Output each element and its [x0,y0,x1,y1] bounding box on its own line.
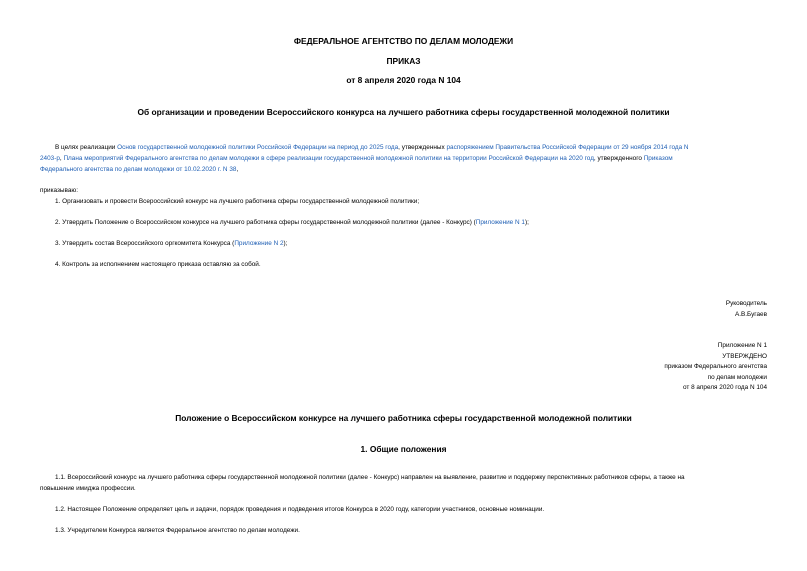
order-item-2 [55,218,529,229]
order-item-1: 1. Организовать и провести Всероссийский конкурс на лучшего работника сферы государственной молодежной политики; [55,198,420,205]
appendix-date: от 8 апреля 2020 года N 104 [682,384,767,391]
regulation-title: Положение о Всероссийском конкурсе на лучшего работника сферы государственной молодежной политики [175,413,632,423]
link-youth-policy-basics[interactable]: Основ государственной молодежной политики Российской Федерации на период до 2025 года [117,144,399,151]
link-government-decree[interactable]: распоряжением Правительства Российской Федерации от 29 ноября 2014 года N [446,144,689,151]
order-item-4: 4. Контроль за исполнением настоящего приказа оставляю за собой. [55,261,261,268]
link-appendix-2[interactable]: Приложение N 2 [234,240,284,247]
link-order-details[interactable]: Федерального агентства по делам молодежи от 10.02.2020 г. N 38 [40,166,237,173]
paragraph-1-1-cont: повышение имиджа профессии. [40,485,136,492]
appendix-agency: по делам молодежи [707,374,767,381]
preamble-line-1 [55,143,689,154]
order-item-text: ); [524,219,529,226]
paragraph-1-3: 1.3. Учредителем Конкурса является Федеральное агентство по делам молодежи. [55,527,300,534]
link-government-decree-number[interactable]: 2403-р [40,155,60,162]
preamble-text: , утвержденного [593,155,644,162]
order-item-text: 2. Утвердить Положение о Всероссийском конкурсе на лучшего работника сферы государственной молодежной политики (далее - Конкурс) ( [55,219,476,226]
paragraph-1-2: 1.2. Настоящее Положение определяет цель и задачи, порядок проведения и подведения итогов Конкурса в 2020 году, категории участников, основные номинации. [55,506,545,513]
link-appendix-1[interactable]: Приложение N 1 [475,219,525,226]
paragraph-1-1: 1.1. Всероссийский конкурс на лучшего работника сферы государственной молодежной политики (далее - Конкурс) направлен на выявление, развитие и поддержку перспективных работников сферы, а также на [55,474,685,481]
preamble-line-3 [40,165,238,176]
date-number-heading: от 8 апреля 2020 года N 104 [346,75,461,85]
preamble-text: , [59,155,64,162]
preamble-text: , [236,166,239,173]
doc-type-heading: ПРИКАЗ [386,56,421,66]
preamble-text: , утвержденных [398,144,447,151]
order-item-text: 3. Утвердить состав Всероссийского оргкомитета Конкурса ( [55,240,235,247]
order-item-3 [55,239,287,250]
preamble-line-2 [40,154,673,165]
appendix-label: Приложение N 1 [717,342,767,349]
link-order[interactable]: Приказом [643,155,673,162]
agency-heading: ФЕДЕРАЛЬНОЕ АГЕНТСТВО ПО ДЕЛАМ МОЛОДЕЖИ [293,36,514,46]
appendix-by-order: приказом Федерального агентства [664,363,767,370]
section-1-heading: 1. Общие положения [360,444,447,454]
order-item-text: ); [283,240,288,247]
preamble-text: В целях реализации [55,144,118,151]
link-action-plan[interactable]: Плана мероприятий Федерального агентства по делам молодежи в сфере реализации государственной молодежной политики на территории Российской Федерации на 2020 год [63,155,594,162]
order-word: приказываю: [40,187,78,194]
signature-name: А.В.Бугаев [734,311,767,318]
appendix-approved: УТВЕРЖДЕНО [722,353,767,360]
order-title: Об организации и проведении Всероссийского конкурса на лучшего работника сферы государственной молодежной политики [137,107,670,117]
signature-role: Руководитель [725,300,767,307]
